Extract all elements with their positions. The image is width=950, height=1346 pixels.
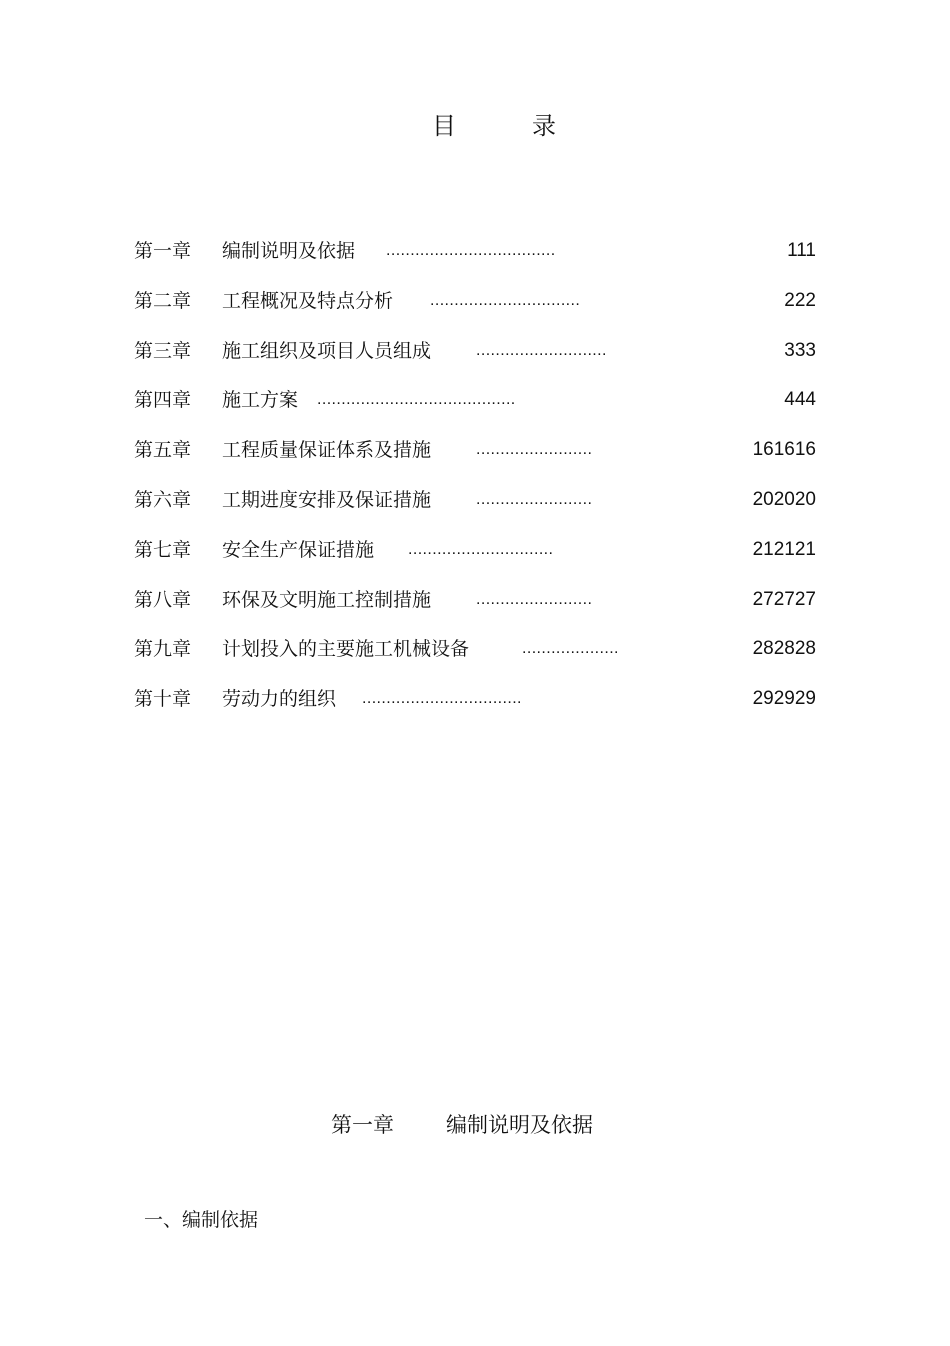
toc-entry-leader: ...............................: [430, 291, 581, 309]
toc-entry[interactable]: [134, 332, 816, 382]
toc-entry-leader: ........................: [476, 590, 593, 608]
toc-entry-title: 计划投入的主要施工机械设备: [222, 638, 470, 661]
toc-entry-chapter: 第一章: [134, 240, 192, 262]
chapter-name: 编制说明及依据: [446, 1113, 593, 1137]
toc-entry-page: 444: [784, 389, 816, 411]
toc-entry-chapter: 第四章: [134, 389, 192, 412]
toc-entry[interactable]: [134, 481, 816, 531]
toc-entry-leader: .........................................: [317, 391, 516, 409]
toc-entry[interactable]: [134, 531, 816, 581]
toc-entry-title: 施工方案: [222, 389, 299, 412]
toc-title: [0, 108, 950, 148]
toc-entry[interactable]: [134, 581, 816, 631]
toc-entry-page: 212121: [752, 538, 816, 560]
toc-entry-title: 环保及文明施工控制措施: [222, 588, 432, 611]
toc-entry-title: 安全生产保证措施: [222, 538, 375, 561]
toc-entry-title: 劳动力的组织: [222, 688, 337, 711]
toc-entry-leader: ........................: [476, 441, 593, 459]
toc-title-char-1: 目: [432, 112, 456, 140]
toc-entry-page: 272727: [752, 588, 816, 610]
section-heading: 一、编制依据: [144, 1209, 259, 1231]
toc-entry-page: 222: [784, 289, 816, 311]
toc-entry-page: 282828: [752, 638, 816, 660]
toc-entry-page: 333: [784, 339, 816, 361]
toc-entry-chapter: 第八章: [134, 588, 192, 611]
toc-entry[interactable]: [134, 680, 816, 730]
toc-entry-page: 202020: [752, 488, 816, 510]
toc-entry-page: 111: [787, 240, 816, 261]
toc-entry-leader: ........................: [476, 490, 593, 508]
toc-entry-leader: ....................: [522, 640, 619, 658]
toc-entry[interactable]: [134, 381, 816, 431]
toc-entry-chapter: 第六章: [134, 488, 192, 511]
toc-entry-leader: ...........................: [476, 341, 607, 359]
toc-entry-page: 292929: [752, 688, 816, 710]
chapter-number: 第一章: [331, 1113, 394, 1137]
toc-entry-page: 161616: [752, 439, 816, 461]
toc-entry-leader: .................................: [362, 690, 522, 708]
toc-entry-chapter: 第五章: [134, 439, 192, 462]
toc-entry-chapter: 第三章: [134, 339, 192, 362]
toc-entry-chapter: 第九章: [134, 638, 192, 661]
toc-entry-title: 工程概况及特点分析: [222, 289, 394, 312]
toc-list: [134, 232, 816, 730]
toc-entry-title: 工期进度安排及保证措施: [222, 488, 432, 511]
toc-entry-chapter: 第十章: [134, 688, 192, 711]
toc-entry[interactable]: [134, 282, 816, 332]
toc-entry-chapter: 第二章: [134, 289, 192, 312]
toc-entry-leader: ..............................: [408, 540, 554, 558]
toc-entry-title: 工程质量保证体系及措施: [222, 439, 432, 462]
toc-entry[interactable]: [134, 431, 816, 481]
toc-entry[interactable]: [134, 232, 816, 282]
toc-title-char-2: 录: [532, 112, 556, 140]
toc-entry[interactable]: [134, 630, 816, 680]
chapter-heading: [0, 1106, 950, 1146]
toc-entry-chapter: 第七章: [134, 538, 192, 561]
toc-entry-title: 施工组织及项目人员组成: [222, 339, 432, 362]
toc-entry-title: 编制说明及依据: [222, 240, 356, 262]
toc-entry-leader: ...................................: [386, 242, 556, 259]
